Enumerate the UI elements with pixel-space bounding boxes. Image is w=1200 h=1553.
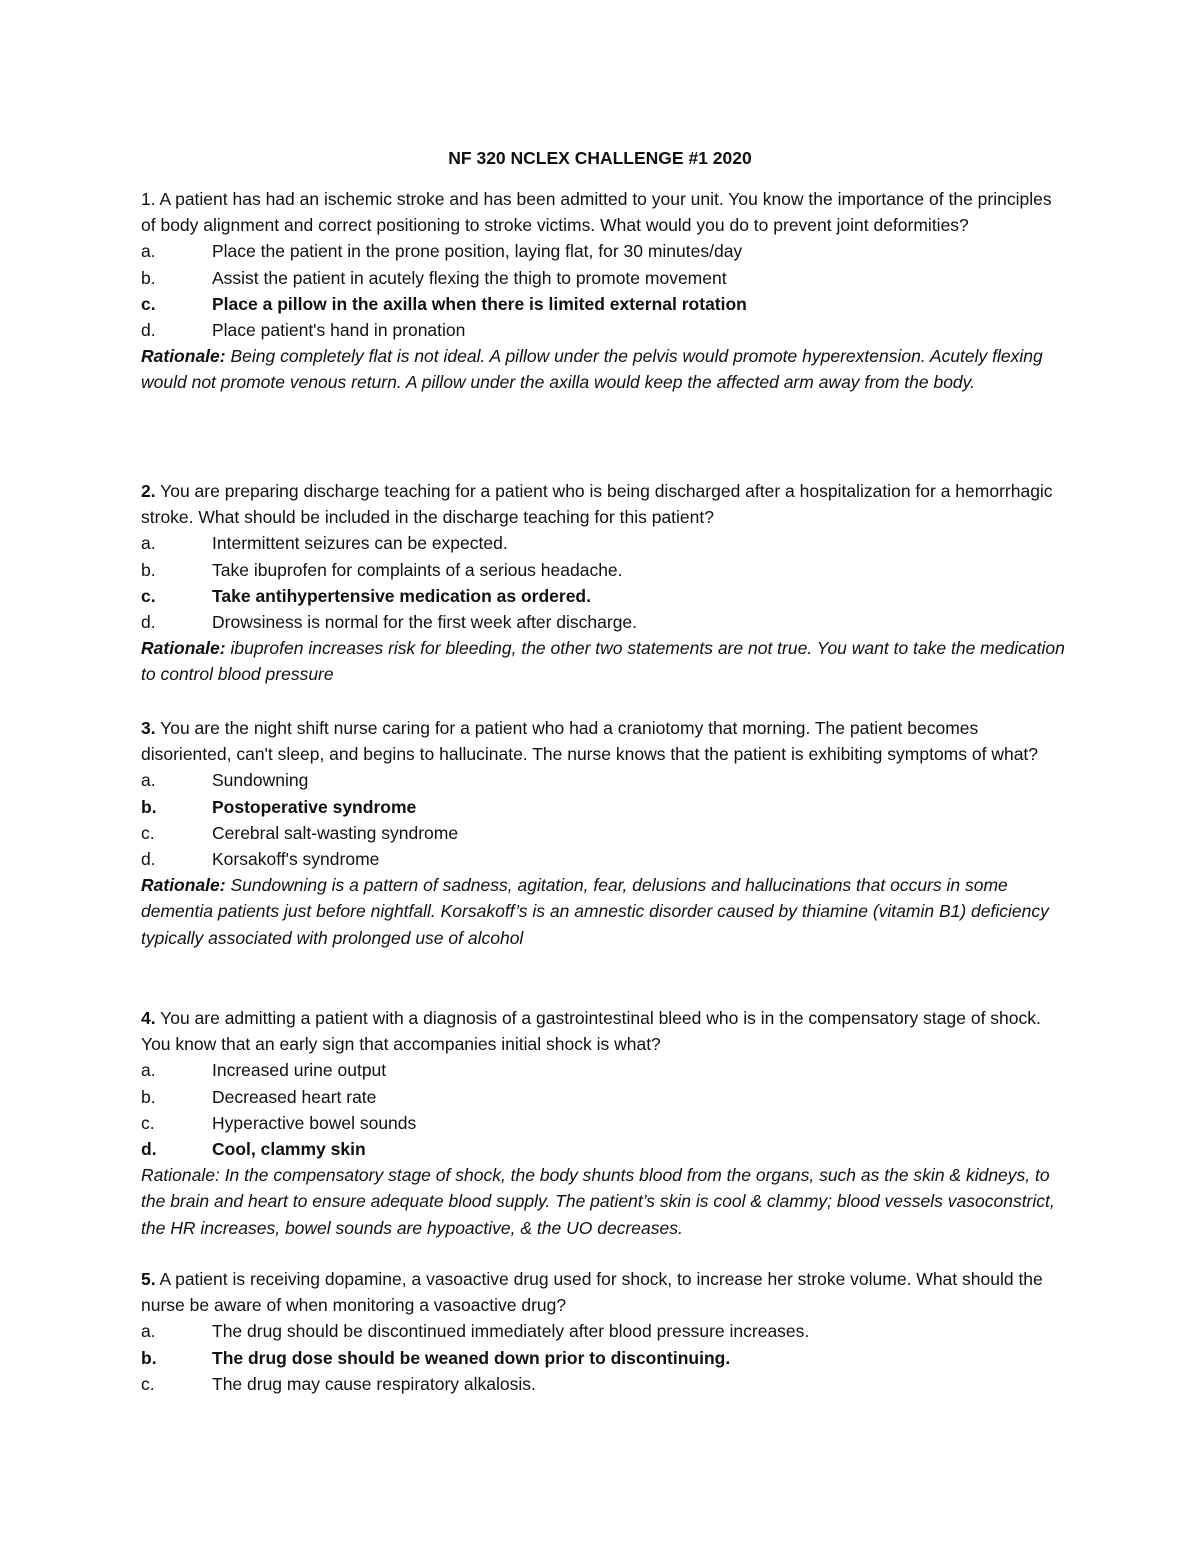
option-text: The drug may cause respiratory alkalosis. (212, 1373, 536, 1394)
option-d (141, 609, 1071, 635)
rationale-text: ibuprofen increases risk for bleeding, the other two statements are not true. You want to take the medication to control blood pressure (141, 638, 1065, 685)
option-a (141, 767, 1071, 793)
option-letter: c. (141, 293, 156, 314)
option-b (141, 265, 1071, 291)
option-text: Place a pillow in the axilla when there is limited external rotation (212, 293, 747, 314)
option-text: Cerebral salt-wasting syndrome (212, 822, 459, 843)
rationale-label: Rationale: (141, 875, 226, 896)
rationale (141, 872, 1071, 951)
question-stem (141, 715, 1071, 767)
question-3 (141, 715, 1071, 951)
question-number: 5. (141, 1269, 156, 1289)
page-title: NF 320 NCLEX CHALLENGE #1 2020 (448, 148, 752, 168)
option-text: Decreased heart rate (212, 1086, 377, 1107)
option-c (141, 1371, 1071, 1397)
option-text: Intermittent seizures can be expected. (212, 533, 508, 554)
option-letter: c. (141, 1373, 155, 1394)
rationale-label: Rationale: (141, 346, 226, 367)
option-letter: c. (141, 585, 156, 606)
option-b (141, 557, 1071, 583)
question-number: 3. (141, 718, 156, 738)
option-letter: a. (141, 533, 156, 554)
option-text: Assist the patient in acutely flexing the thigh to promote movement (212, 267, 727, 288)
question-number: 2. (141, 481, 156, 501)
question-text: A patient has had an ischemic stroke and has been admitted to your unit. You know the importance of the principles of body alignment and correct positioning to stroke victims. What would you do to prevent joint deformities? (141, 189, 1052, 236)
question-stem (141, 186, 1071, 238)
option-text: Place patient's hand in pronation (212, 320, 466, 341)
option-letter: a. (141, 241, 156, 262)
option-text: Place the patient in the prone position, laying flat, for 30 minutes/day (212, 241, 743, 262)
option-text: Postoperative syndrome (212, 796, 417, 817)
question-number: 1. (141, 189, 156, 209)
option-b-correct (141, 1345, 1071, 1371)
option-letter: a. (141, 770, 156, 791)
option-a (141, 238, 1071, 264)
option-a (141, 1318, 1071, 1344)
option-d-correct (141, 1136, 1071, 1162)
option-c (141, 1110, 1071, 1136)
rationale-text: Sundowning is a pattern of sadness, agitation, fear, delusions and hallucinations that occurs in some dementia patients just before nightfall. Korsakoff’s is an amnestic disorder caused by thiamine (vitamin B1) deficiency typically associated with prolonged use of alcohol (141, 875, 1049, 948)
question-4 (141, 1005, 1071, 1241)
option-letter: d. (141, 849, 156, 870)
option-text: Drowsiness is normal for the first week after discharge. (212, 612, 638, 633)
option-letter: d. (141, 1139, 157, 1160)
option-letter: b. (141, 796, 157, 817)
option-letter: c. (141, 822, 155, 843)
option-letter: b. (141, 1347, 157, 1368)
rationale-label: Rationale: (141, 1165, 220, 1186)
option-letter: a. (141, 1060, 156, 1081)
option-text: Increased urine output (212, 1060, 387, 1081)
question-stem (141, 1266, 1071, 1318)
option-c-correct (141, 291, 1071, 317)
option-text: Sundowning (212, 770, 309, 791)
rationale-text: Being completely flat is not ideal. A pillow under the pelvis would promote hyperextension. Acutely flexing would not promote venous return. A pillow under the axilla would keep the affected arm away from the body. (141, 346, 1043, 393)
rationale (141, 343, 1071, 395)
option-text: Korsakoff's syndrome (212, 849, 380, 870)
option-letter: d. (141, 320, 156, 341)
option-a (141, 530, 1071, 556)
question-number: 4. (141, 1008, 156, 1028)
question-text: You are the night shift nurse caring for a patient who had a craniotomy that morning. The patient becomes disoriented, can't sleep, and begins to hallucinate. The nurse knows that the patient is exhibiting symptoms of what? (141, 718, 1039, 765)
option-letter: b. (141, 559, 156, 580)
option-c (141, 820, 1071, 846)
rationale (141, 1162, 1071, 1241)
rationale-label: Rationale: (141, 638, 226, 659)
question-stem (141, 1005, 1071, 1057)
option-letter: c. (141, 1112, 155, 1133)
option-d (141, 846, 1071, 872)
option-b-correct (141, 794, 1071, 820)
question-text: A patient is receiving dopamine, a vasoactive drug used for shock, to increase her stroke volume. What should the nurse be aware of when monitoring a vasoactive drug? (141, 1269, 1043, 1316)
question-text: You are admitting a patient with a diagnosis of a gastrointestinal bleed who is in the compensatory stage of shock. You know that an early sign that accompanies initial shock is what? (141, 1008, 1041, 1055)
rationale-text: In the compensatory stage of shock, the body shunts blood from the organs, such as the skin & kidneys, to the brain and heart to ensure adequate blood supply. The patient’s skin is cool & clammy; blood vessels vasoconstrict, the HR increases, bowel sounds are hypoactive, & the UO decreases. (141, 1165, 1055, 1238)
option-text: The drug should be discontinued immediately after blood pressure increases. (212, 1321, 810, 1342)
option-letter: b. (141, 267, 156, 288)
option-letter: d. (141, 612, 156, 633)
option-text: The drug dose should be weaned down prior to discontinuing. (212, 1347, 731, 1368)
option-letter: a. (141, 1321, 156, 1342)
option-text: Hyperactive bowel sounds (212, 1112, 417, 1133)
option-c-correct (141, 583, 1071, 609)
option-letter: b. (141, 1086, 156, 1107)
option-text: Take ibuprofen for complaints of a serious headache. (212, 559, 623, 580)
question-5 (141, 1266, 1071, 1397)
rationale (141, 635, 1071, 687)
option-text: Cool, clammy skin (212, 1139, 366, 1160)
question-2 (141, 478, 1071, 688)
option-d (141, 317, 1071, 343)
question-1 (141, 186, 1071, 396)
option-a (141, 1057, 1071, 1083)
question-stem (141, 478, 1071, 530)
option-text: Take antihypertensive medication as ordered. (212, 585, 591, 606)
option-b (141, 1084, 1071, 1110)
question-text: You are preparing discharge teaching for a patient who is being discharged after a hospitalization for a hemorrhagic stroke. What should be included in the discharge teaching for this patient? (141, 481, 1053, 528)
